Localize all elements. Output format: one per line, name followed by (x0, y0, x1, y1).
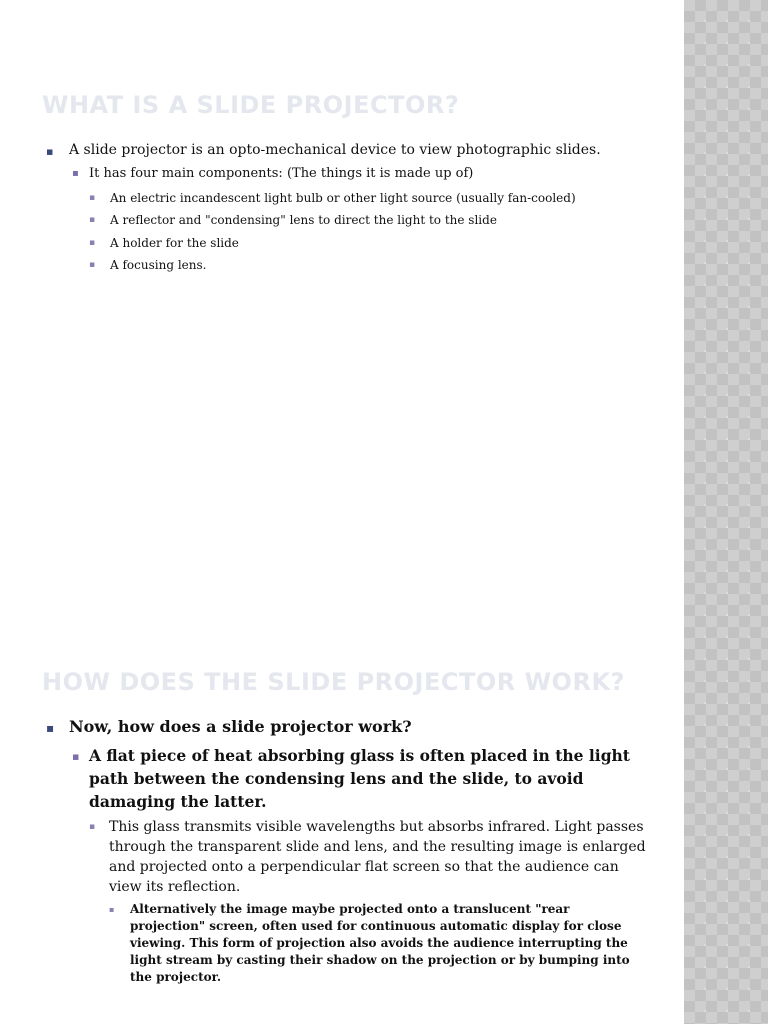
slide2-bullet-question (46, 716, 646, 986)
small-square-bullet-icon: ▪ (89, 237, 96, 248)
component-item (89, 191, 666, 206)
small-square-bullet-icon: ▪ (89, 215, 96, 225)
small-square-bullet-icon: ▪ (89, 192, 96, 203)
component-text: A reflector and "condensing" lens to direct the light to the slide (110, 213, 497, 227)
subbullet-text: This glass transmits visible wavelengths but absorbs infrared. Light passes through the transparent slide and lens, and the resulting image is enlarged and projected onto a perpendicular flat screen so that the audience can view its reflection. (109, 819, 646, 895)
component-text: A focusing lens. (110, 258, 207, 272)
subbullet-text: Alternatively the image maybe projected onto a translucent "rear projection" screen, often used for continuous automatic display for close viewing. This form of projection also avoids the audience interrupting the light stream by casting their shadow on the projection or by bumping into the projector. (130, 902, 630, 984)
component-item (89, 213, 666, 228)
slide1-subbullet-components (69, 165, 666, 273)
slide1-bullet-list (46, 141, 666, 273)
square-bullet-icon: ▪ (72, 168, 79, 179)
small-square-bullet-icon: ▪ (89, 260, 96, 270)
component-item (89, 236, 666, 251)
subbullet-text: It has four main components: (The things it is made up of) (89, 166, 474, 181)
square-bullet-icon: ▪ (46, 145, 54, 158)
slide2-subbullet-glass-transmits (89, 817, 646, 986)
bullet-text: A slide projector is an opto-mechanical device to view photographic slides. (69, 142, 601, 158)
small-square-bullet-icon: ▪ (109, 904, 115, 914)
component-text: An electric incandescent light bulb or other light source (usually fan-cooled) (110, 190, 576, 205)
slide1-title: WHAT IS A SLIDE PROJECTOR? (42, 91, 460, 119)
component-text: A holder for the slide (110, 235, 239, 250)
slide2-subbullet-rear-projection (109, 901, 646, 986)
square-bullet-icon: ▪ (72, 750, 80, 763)
slide2-subbullet-heat-glass (69, 744, 646, 986)
subbullet-text: A flat piece of heat absorbing glass is often placed in the light path between the condensing lens and the slide, to avoid damaging the latter. (89, 746, 630, 811)
square-bullet-icon: ▪ (46, 721, 55, 735)
decorative-side-pattern (684, 0, 768, 1024)
small-square-bullet-icon: ▪ (89, 822, 96, 832)
slide2-title: HOW DOES THE SLIDE PROJECTOR WORK? (42, 668, 625, 696)
slide2-bullet-list (46, 716, 646, 986)
slide1-bullet-definition (46, 141, 666, 273)
bullet-text: Now, how does a slide projector work? (69, 717, 412, 736)
component-item (89, 258, 666, 273)
